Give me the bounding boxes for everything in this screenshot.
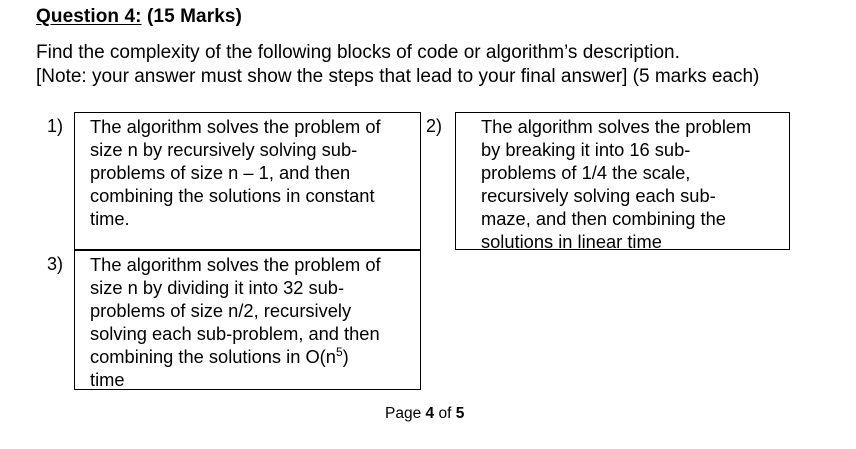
total-pages: 5 (455, 405, 465, 422)
item-3-bigo: $O(n^5)$ (305, 344, 349, 367)
instructions-line-2: [Note: your answer must show the steps that lead to your final answer] (5 marks each) (36, 66, 760, 87)
question-label: Question 4: (36, 6, 142, 27)
item-3-text (90, 253, 381, 391)
item-1-text: The algorithm solves the problem of size n by recursively solving sub- problems of size n – 1, and then combining the solutions in constant time. (90, 116, 381, 229)
question-heading (36, 6, 242, 28)
current-page: 4 (425, 405, 435, 422)
item-3-text-end: time (90, 369, 125, 390)
question-marks: (15 Marks) (141, 6, 242, 27)
item-1-number: 1) (47, 116, 64, 136)
item-2-number: 2) (426, 116, 443, 136)
item-3-number: 3) (47, 254, 64, 274)
item-2-text: The algorithm solves the problem by breaking it into 16 sub- problems of 1/4 the scale, recursively solving each sub- maze, and then combining the solutions in linear time (481, 116, 752, 252)
instructions-line-1: Find the complexity of the following blocks of code or algorithm’s description. (36, 42, 680, 63)
item-3-text-main: The algorithm solves the problem of size n by dividing it into 32 sub- problems of size n/2, recursively solving each sub-problem, and then combining the solutions in (90, 254, 381, 367)
item-3-bigo-exponent: 5 (335, 344, 343, 359)
page-footer: Page 4 of 5 (385, 405, 465, 422)
